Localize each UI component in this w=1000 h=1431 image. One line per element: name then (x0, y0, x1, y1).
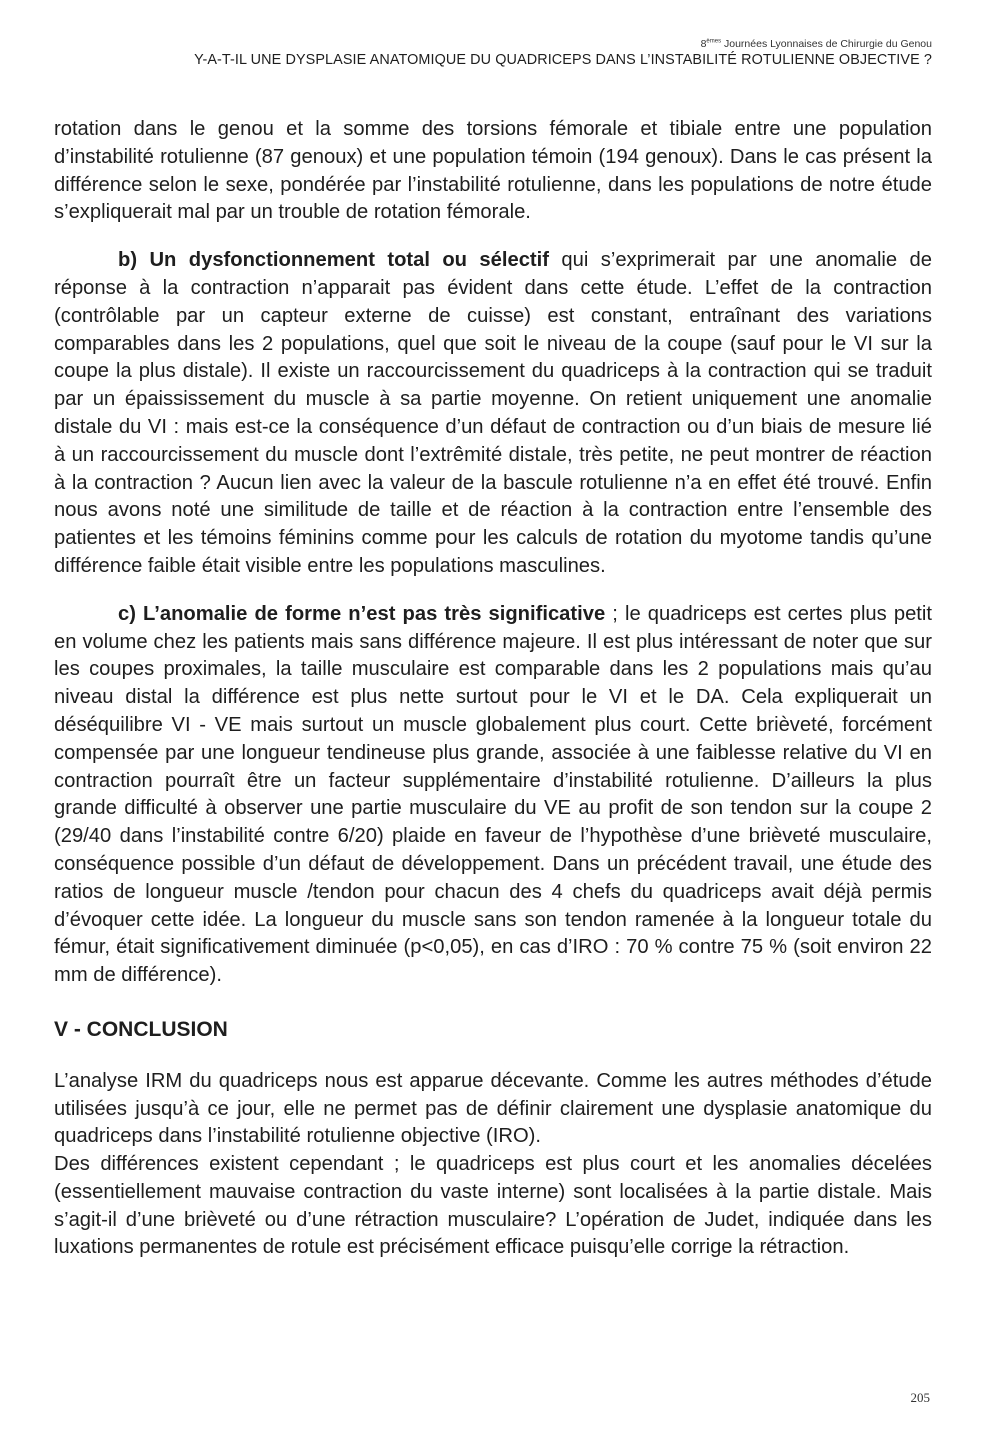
article-title: Y-A-T-IL UNE DYSPLASIE ANATOMIQUE DU QUADRICEPS DANS L’INSTABILITÉ ROTULIENNE OBJECTIVE ? (194, 52, 932, 68)
running-header (194, 38, 932, 68)
page-number: 205 (910, 1390, 930, 1405)
paragraph-anomalie-forme (54, 601, 932, 990)
section-heading-conclusion: V - CONCLUSION (54, 1017, 228, 1041)
paragraph-conclusion-2: Des différences existent cependant ; le quadriceps est plus court et les anomalies décelées (essentiellement mauvaise contraction du vaste interne) sont localisées à la partie distale. Mais s’agit-il d’une brièveté ou d’une rétraction musculaire? L’opération de Judet, indiquée dans les luxations permanentes de rotule est précisément efficace puisqu’elle corrige la rétraction. (54, 1153, 932, 1259)
conference-title: Journées Lyonnaises de Chirurgie du Genou (721, 38, 932, 50)
paragraph-dysfonctionnement (54, 247, 932, 581)
paragraph-rotation: rotation dans le genou et la somme des torsions fémorale et tibiale entre une population d’instabilité rotulienne (87 genoux) et une population témoin (194 genoux). Dans le cas présent la différence selon le sexe, pondérée par l’instabilité rotulienne, dans les populations de notre étude s’expliquerait mal par un trouble de rotation fémorale. (54, 118, 932, 224)
paragraph-body-c: ; le quadriceps est certes plus petit en volume chez les patients mais sans différence majeure. Il est plus intéressant de noter que sur les coupes proximales, la taille musculaire est comparable dans les 2 populations mais qu’au niveau distal la différence est plus nette surtout pour le VI et le DA. Cela expliquerait un déséquilibre VI - VE mais surtout un muscle globalement plus court. Cette brièveté, forcément compensée par une longueur tendineuse plus grande, associée à une faiblesse relative du VI en contraction pourraît être un facteur supplémentaire d’instabilité rotulienne. D’ailleurs la plus grande difficulté à observer une partie musculaire du VE au profit de son tendon sur la coupe 2 (29/40 dans l’instabilité contre 6/20) plaide en faveur de l’hypothèse d’une brièveté musculaire, conséquence possible d’un défaut de développement. Dans un précédent travail, une étude des ratios de longueur muscle /tendon pour chacun des 4 chefs du quadriceps avait déjà permis d’évoquer cette idée. La longueur du muscle sans son tendon ramenée à la longueur totale du fémur, était significativement diminuée (p<0,05), en cas d’IRO : 70 % contre 75 % (soit environ 22 mm de différence). (54, 602, 932, 987)
conference-name (194, 38, 932, 50)
paragraph-lead-b: b) Un dysfonctionnement total ou sélectif (118, 249, 549, 272)
paragraph-body-b: qui s’exprimerait par une anomalie de réponse à la contraction n’apparait pas évident dans cette étude. L’effet de la contraction (contrôlable par un capteur externe de cuisse) est constant, entraînant des variations comparables dans les 2 populations, quel que soit le niveau de la coupe (sauf pour le VI sur la coupe la plus distale). Il existe un raccourcissement du quadriceps à la contraction qui se traduit par un épaississement du muscle à sa partie moyenne. On retient uniquement une anomalie distale du VI : mais est-ce la conséquence d’un défaut de contraction ou d’un biais de mesure lié à un raccourcissement du muscle dont l’extrêmité distale, très petite, ne peut montrer de réaction à la contraction ? Aucun lien avec la valeur de la bascule rotulienne n’a en effet été trouvé. Enfin nous avons noté une similitude de taille et de réaction à la contraction entre l’ensemble des patientes et les témoins féminins comme pour les calculs de rotation du myotome tandis qu’une différence faible était visible entre les populations masculines. (54, 249, 932, 577)
conference-ordinal: 8 (700, 38, 707, 50)
paragraph-conclusion-1: L’analyse IRM du quadriceps nous est apparue décevante. Comme les autres méthodes d’étude utilisées jusqu’à ce jour, elle ne permet pas de définir clairement une dysplasie anatomique du quadriceps dans l’instabilité rotulienne objective (IRO). (54, 1069, 932, 1148)
article-body (54, 116, 932, 1262)
conference-ordinal-suffix: èmes (706, 38, 722, 45)
paragraph-lead-c: c) L’anomalie de forme n’est pas très significative (118, 602, 606, 625)
